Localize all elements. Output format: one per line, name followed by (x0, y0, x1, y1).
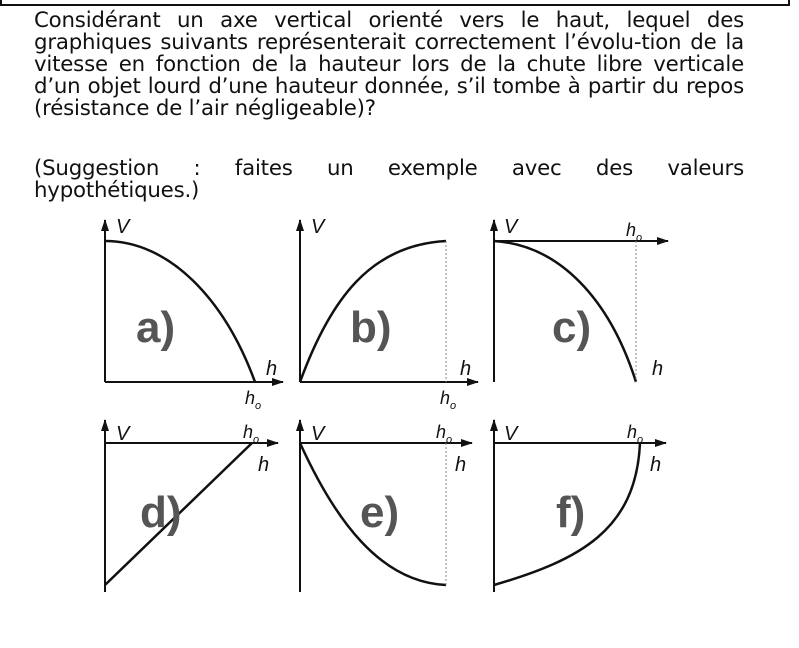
graph-a (105, 216, 283, 412)
graph-c-h0-label: $h_o$ (626, 220, 643, 244)
graph-a-v-label: V (116, 216, 130, 238)
graph-a-panel-label: a) (136, 303, 176, 352)
graph-c-h-label: h (652, 358, 664, 380)
graph-f-h0-label: $h_o$ (627, 422, 644, 446)
graph-e-v-label: V (311, 423, 325, 445)
graph-f (494, 420, 666, 592)
graph-c (494, 216, 668, 382)
graph-c-v-label: V (504, 216, 518, 238)
graph-f-h-label: h (650, 454, 662, 476)
graph-c-panel-label: c) (552, 303, 592, 352)
question-text: Considérant un axe vertical orienté vers le haut, lequel des graphiques suivants représenterait correctement l’évolu-tion de la vitesse en fonction de la hauteur lors de la chute libre verticale d’un objet lourd d’une hauteur donnée, s’il tombe à partir du repos (résistance de l’air négligeable)? (34, 8, 744, 121)
graph-b-h-label: h (460, 358, 472, 380)
graph-e (300, 420, 472, 592)
graph-d-h-label: h (258, 454, 270, 476)
graph-e-h0-label: $h_o$ (436, 422, 453, 446)
graph-b-h0-label: $h_o$ (440, 388, 457, 412)
graph-b-v-label: V (311, 216, 325, 238)
graph-a-curve (105, 241, 255, 382)
suggestion-line-2: hypothétiques.) (34, 178, 200, 203)
graph-e-panel-label: e) (360, 488, 400, 537)
suggestion-line-1: (Suggestion : faites un exemple avec des valeurs (34, 156, 744, 181)
graph-a-h-label: h (266, 358, 278, 380)
graph-d-v-label: V (116, 423, 130, 445)
graph-d-panel-label: d) (140, 488, 182, 537)
graph-f-panel-label: f) (556, 488, 586, 537)
graph-d (105, 420, 278, 592)
graph-e-h-label: h (455, 454, 467, 476)
graph-d-h0-label: $h_o$ (243, 422, 260, 446)
graph-f-v-label: V (504, 423, 518, 445)
graph-a-h0-label: $h_o$ (245, 388, 262, 412)
graph-b (300, 216, 478, 412)
graph-b-panel-label: b) (350, 303, 392, 352)
